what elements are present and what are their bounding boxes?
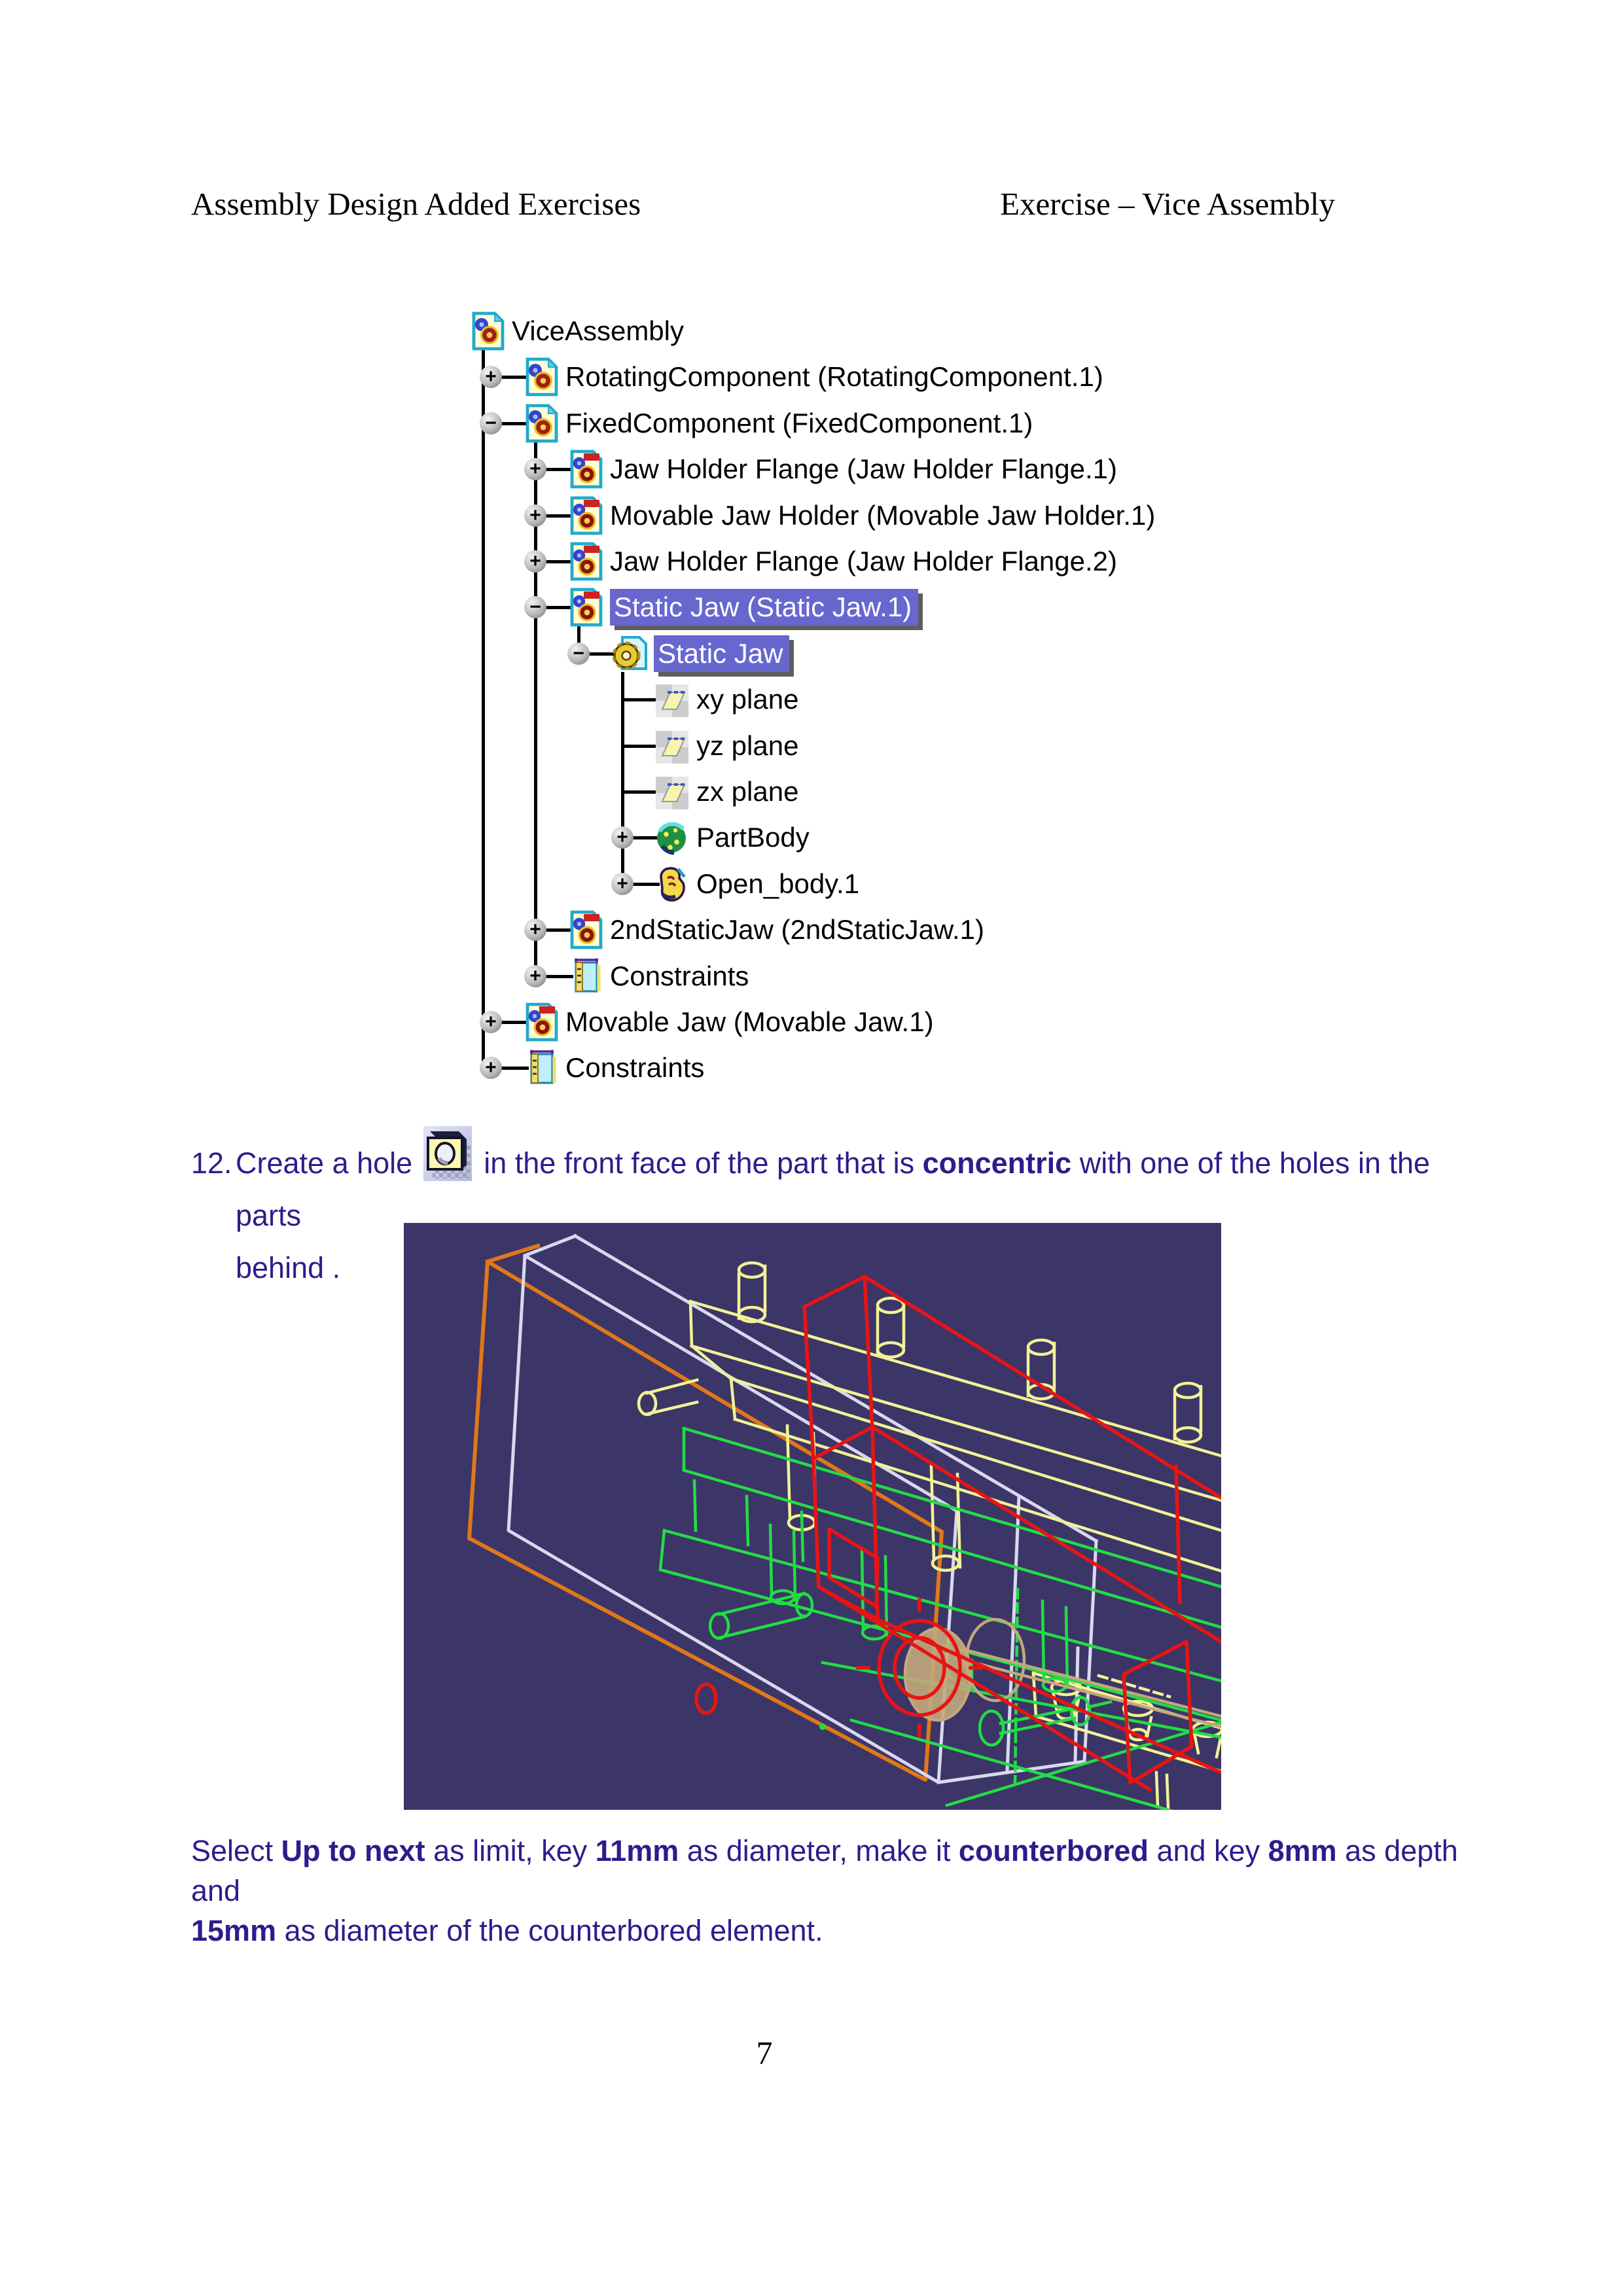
tree-item-label[interactable]: xy plane <box>696 684 799 715</box>
plane-icon <box>654 772 690 811</box>
part-icon <box>568 542 603 581</box>
open-body-icon <box>654 864 690 904</box>
instruction-line-1: Select Up to next as limit, key 11mm as diameter, make it counterbored and key 8mm as depth and <box>191 1834 1458 1907</box>
expand-plus-icon[interactable]: + <box>524 965 546 987</box>
part-icon <box>524 1002 559 1042</box>
tree-item <box>458 953 1243 999</box>
step-number: 12. <box>191 1146 232 1180</box>
tree-item <box>458 631 1243 677</box>
tree-item <box>458 446 1243 492</box>
tree-item-label[interactable]: FixedComponent (FixedComponent.1) <box>565 408 1033 438</box>
hole-tool-icon[interactable] <box>423 1126 472 1181</box>
plane-icon <box>654 680 690 719</box>
header-left-title: Assembly Design Added Exercises <box>191 186 641 222</box>
expand-plus-icon[interactable]: + <box>524 919 546 941</box>
product-icon <box>524 404 559 443</box>
expand-plus-icon[interactable]: + <box>480 1057 502 1079</box>
tree-item <box>458 999 1243 1045</box>
tree-item <box>458 815 1243 860</box>
expand-plus-icon[interactable]: + <box>524 550 546 573</box>
tree-item-label[interactable]: RotatingComponent (RotatingComponent.1) <box>565 361 1103 392</box>
cad-3d-view[interactable] <box>404 1223 1221 1810</box>
collapse-minus-icon[interactable]: − <box>480 412 502 434</box>
tree-item <box>458 861 1243 907</box>
tree-item <box>458 354 1243 400</box>
tree-item-label[interactable]: ViceAssembly <box>512 315 684 346</box>
tree-item-label[interactable]: yz plane <box>696 730 799 761</box>
tree-item-label[interactable]: Jaw Holder Flange (Jaw Holder Flange.1) <box>610 453 1118 484</box>
partbody-icon <box>654 818 690 857</box>
tree-item <box>458 677 1243 722</box>
expand-plus-icon[interactable]: + <box>480 1011 502 1033</box>
specification-tree <box>458 308 1243 1120</box>
tree-item <box>458 907 1243 953</box>
hole-parameters-paragraph <box>191 1831 1487 1951</box>
tree-item <box>458 723 1243 769</box>
tree-item <box>458 769 1243 815</box>
part-icon <box>568 588 603 627</box>
instruction-line-2: 15mm as diameter of the counterbored element. <box>191 1914 823 1947</box>
tree-item-label[interactable]: Constraints <box>610 961 749 991</box>
part-icon <box>568 450 603 489</box>
product-icon <box>470 311 505 351</box>
tree-item-label[interactable]: PartBody <box>696 822 810 853</box>
orange-box-wireframe <box>469 1246 942 1780</box>
tree-item-label[interactable]: 2ndStaticJaw (2ndStaticJaw.1) <box>610 914 984 945</box>
page-number: 7 <box>756 2034 773 2071</box>
part-document-icon <box>612 634 647 673</box>
tree-item-label[interactable]: Movable Jaw Holder (Movable Jaw Holder.1) <box>610 500 1156 531</box>
expand-plus-icon[interactable]: + <box>524 504 546 527</box>
tree-item-label[interactable]: Movable Jaw (Movable Jaw.1) <box>565 1006 934 1037</box>
product-icon <box>524 357 559 397</box>
constraints-icon <box>568 957 603 996</box>
expand-plus-icon[interactable]: + <box>611 826 633 849</box>
tree-item-label[interactable]: zx plane <box>696 776 799 807</box>
tree-item-label[interactable]: Static Jaw <box>654 635 789 672</box>
collapse-minus-icon[interactable]: − <box>524 596 546 618</box>
collapse-minus-icon[interactable]: − <box>567 643 590 665</box>
part-icon <box>568 496 603 535</box>
constraints-icon <box>524 1048 559 1087</box>
tree-item-label[interactable]: Jaw Holder Flange (Jaw Holder Flange.2) <box>610 546 1118 576</box>
header-right-title: Exercise – Vice Assembly <box>1000 186 1335 222</box>
tree-item-label[interactable]: Constraints <box>565 1052 705 1083</box>
tree-item <box>458 539 1243 584</box>
tree-item-label[interactable]: Static Jaw (Static Jaw.1) <box>610 589 918 626</box>
tree-item-label[interactable]: Open_body.1 <box>696 868 860 899</box>
expand-plus-icon[interactable]: + <box>480 366 502 388</box>
tree-item <box>458 308 1243 354</box>
step-text-before-icon: Create a hole <box>236 1146 413 1180</box>
step-text-after-icon: in the front face of the part that is concentric with one of the holes in the parts <box>236 1146 1431 1232</box>
page-header <box>0 185 1623 224</box>
tree-item <box>458 584 1243 630</box>
expand-plus-icon[interactable]: + <box>611 873 633 895</box>
part-icon <box>568 910 603 949</box>
expand-plus-icon[interactable]: + <box>524 458 546 480</box>
step-text-line2: behind . <box>236 1251 341 1284</box>
tree-item <box>458 400 1243 446</box>
tree-item <box>458 493 1243 539</box>
tree-item <box>458 1045 1243 1091</box>
plane-icon <box>654 726 690 766</box>
